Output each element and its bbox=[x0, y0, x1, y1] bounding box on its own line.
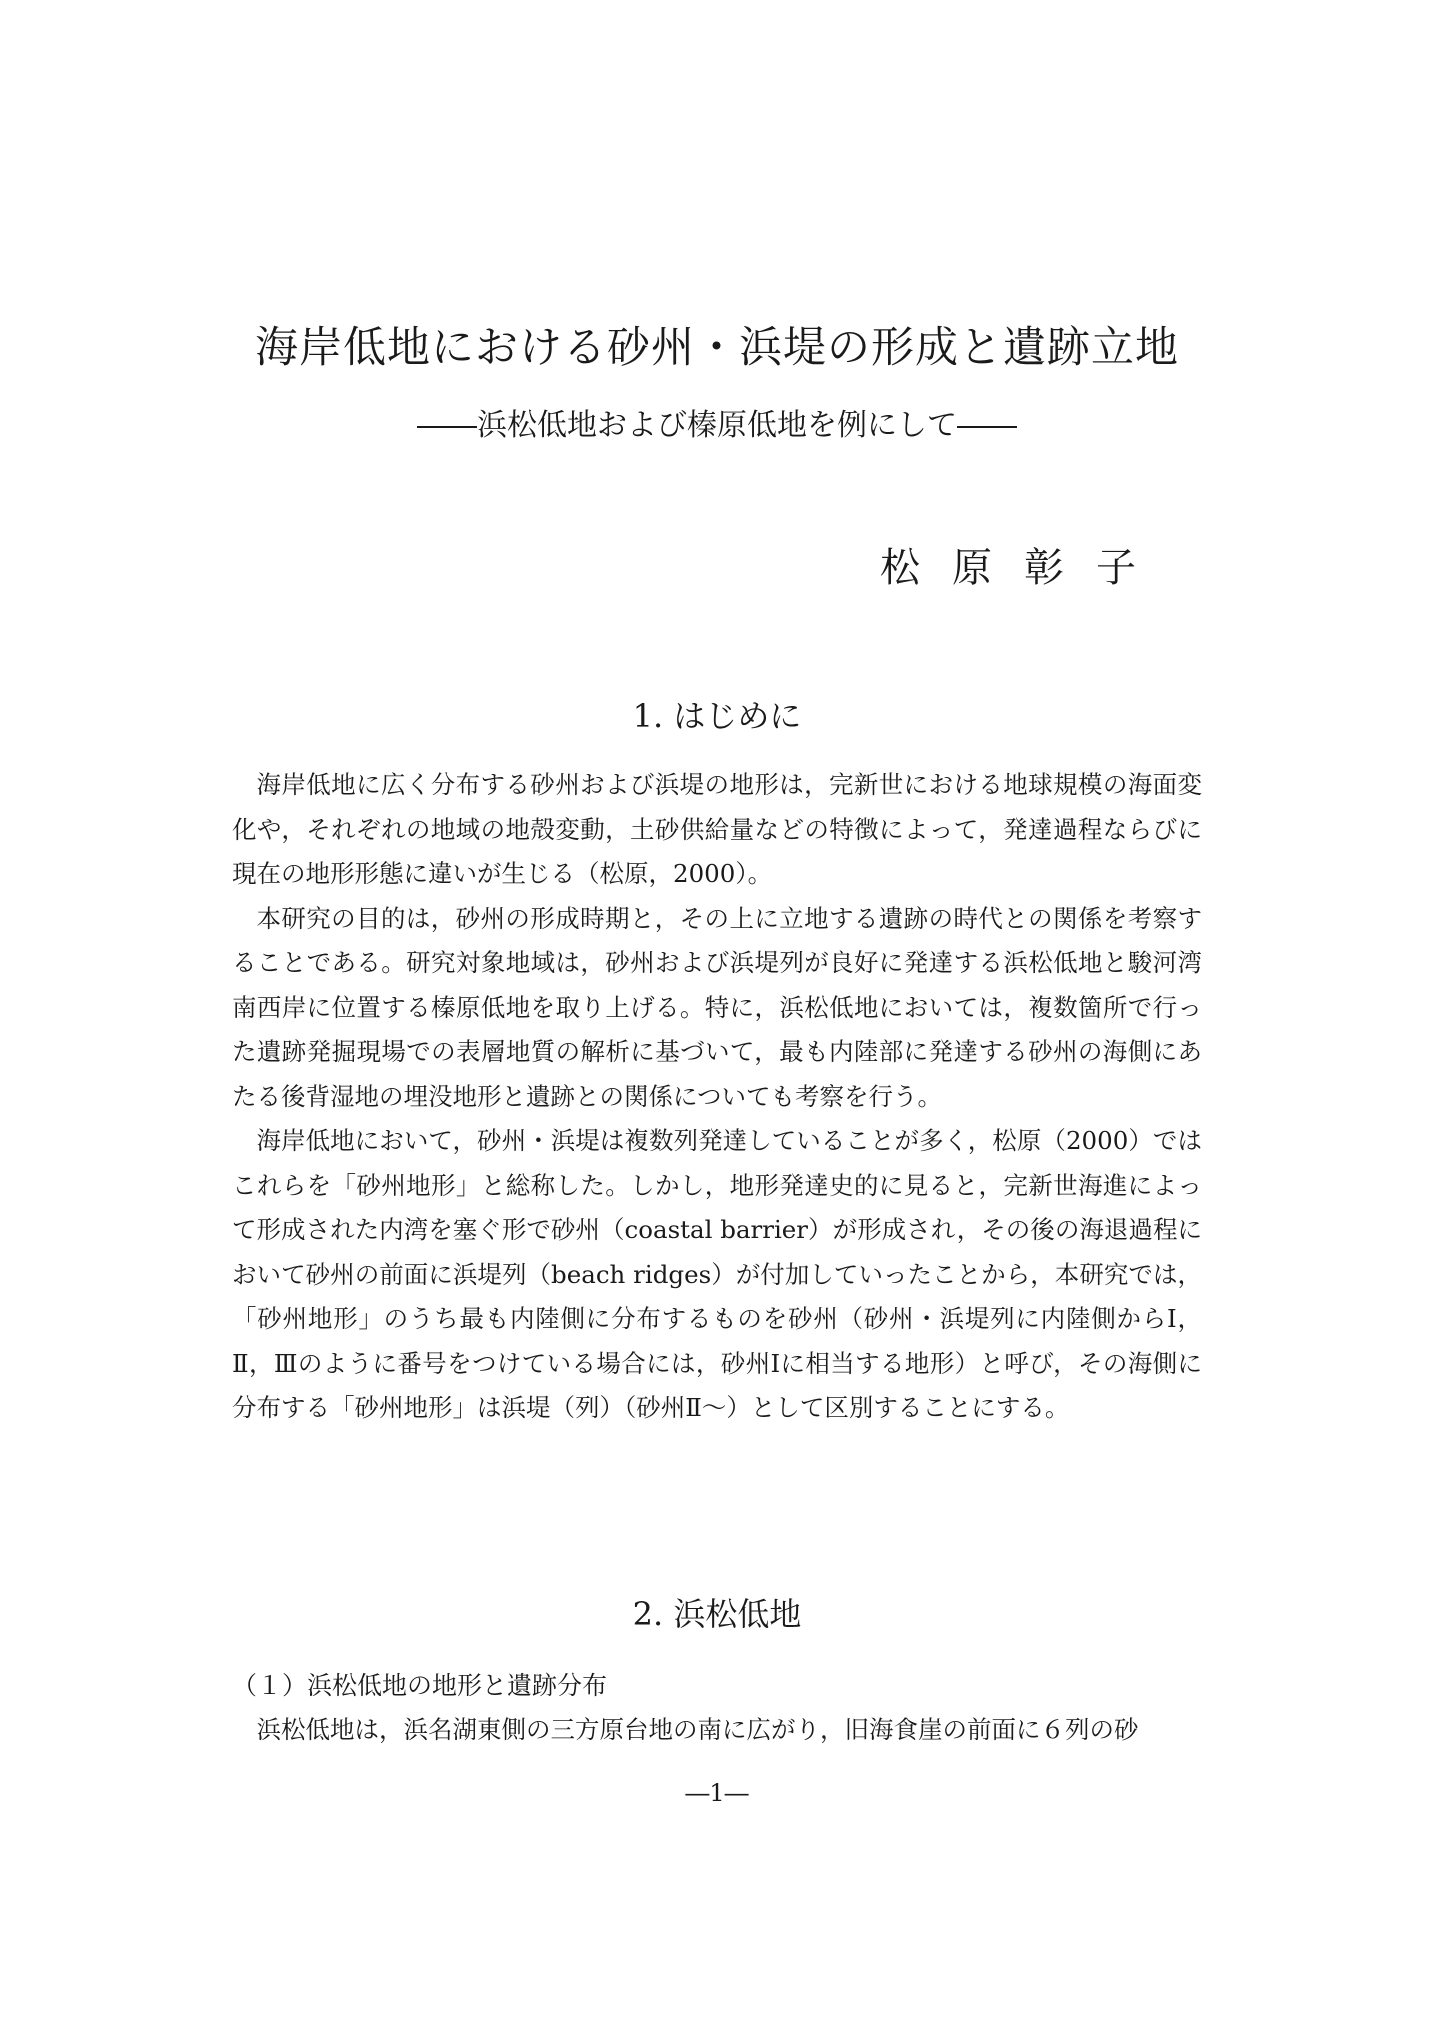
paper-title: 海岸低地における砂州・浜堤の形成と遺跡立地 bbox=[255, 323, 1179, 373]
section-heading-introduction: 1. はじめに bbox=[632, 697, 802, 735]
paper-subtitle: ――浜松低地および榛原低地を例にして―― bbox=[417, 408, 1017, 443]
subsection-heading: （１）浜松低地の地形と遺跡分布 bbox=[232, 1671, 608, 1700]
page-number: ―1― bbox=[685, 1779, 749, 1807]
section-body-hamamatsu bbox=[232, 1708, 1202, 1753]
section-body-introduction bbox=[232, 763, 1202, 1431]
paragraph: 本研究の目的は，砂州の形成時期と，その上に立地する遺跡の時代との関係を考察することである。研究対象地域は，砂州および浜堤列が良好に発達する浜松低地と駿河湾南西岸に位置する榛原低地を取り上げる。特に，浜松低地においては，複数箇所で行った遺跡発掘現場での表層地質の解析に基づいて，最も内陸部に発達する砂州の海側にあたる後背湿地の埋没地形と遺跡との関係についても考察を行う。 bbox=[232, 903, 1202, 1111]
section-heading-hamamatsu: 2. 浜松低地 bbox=[632, 1595, 802, 1633]
author-name: 松原彰子 bbox=[880, 545, 1168, 591]
paragraph: 海岸低地において，砂州・浜堤は複数列発達していることが多く，松原（2000）ではこれらを「砂州地形」と総称した。しかし，地形発達史的に見ると，完新世海進によって形成された内湾を塞ぐ形で砂州（coastal barrier）が形成され，その後の海退過程において砂州の前面に浜堤列（beach ridges）が付加していったことから，本研究では，「砂州地形」のうち最も内陸側に分布するものを砂州（砂州・浜堤列に内陸側からⅠ，Ⅱ，Ⅲのように番号をつけている場合には，砂州Ⅰに相当する地形）と呼び，その海側に分布する「砂州地形」は浜堤（列）（砂州Ⅱ～）として区別することにする。 bbox=[232, 1126, 1202, 1422]
paragraph: 浜松低地は，浜名湖東側の三方原台地の南に広がり，旧海食崖の前面に６列の砂 bbox=[256, 1715, 1139, 1744]
paragraph: 海岸低地に広く分布する砂州および浜堤の地形は，完新世における地球規模の海面変化や，それぞれの地域の地殻変動，土砂供給量などの特徴によって，発達過程ならびに現在の地形形態に違いが生じる（松原，2000）。 bbox=[232, 770, 1202, 888]
